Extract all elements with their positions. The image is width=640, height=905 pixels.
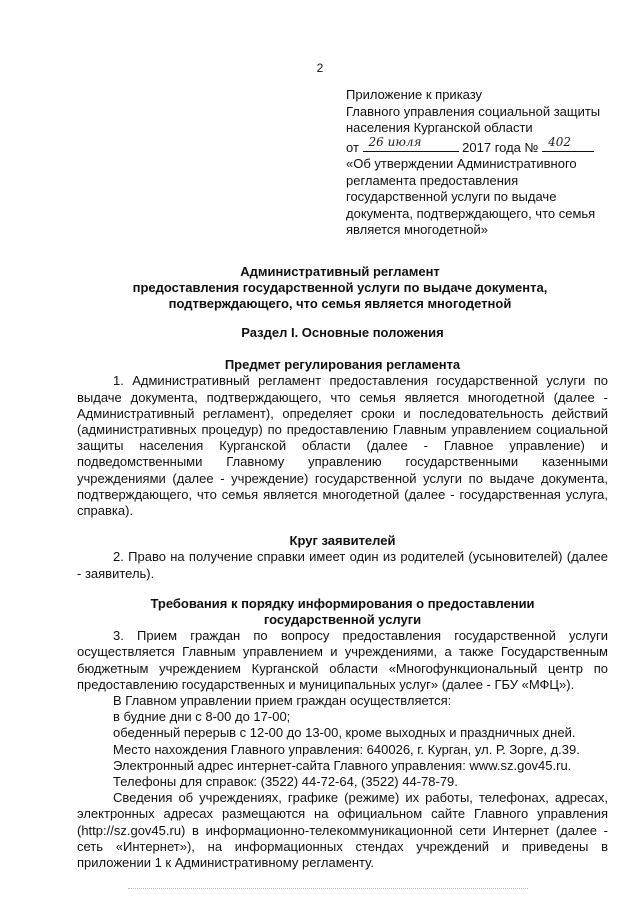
document-title: [80, 264, 600, 312]
paragraph-3c: обеденный перерыв с 12-00 до 13-00, кроме выходных и праздничных дней.: [113, 725, 576, 741]
appendix-title-line: государственной услуги по выдаче: [346, 189, 557, 204]
date-prefix: от: [346, 139, 359, 155]
page-number: 2: [316, 61, 324, 75]
appendix-title-line: является многодетной»: [346, 222, 489, 237]
page-bottom-divider: [128, 888, 528, 889]
handwritten-date: 26 июля: [368, 135, 422, 149]
order-date-line: [346, 137, 606, 157]
document-body: [77, 325, 608, 871]
paragraph-3f: Телефоны для справок: (3522) 44-72-64, (3522) 44-78-79.: [113, 774, 458, 790]
appendix-line: Главного управления социальной защиты: [346, 103, 601, 119]
appendix-header: [346, 87, 606, 239]
paragraph-3e: Электронный адрес интернет-сайта Главного управления: www.sz.gov45.ru.: [113, 757, 572, 773]
applicants-heading: Круг заявителей: [289, 533, 396, 549]
handwritten-number: 402: [548, 135, 571, 149]
number-fill-line: [542, 137, 594, 152]
subject-heading: Предмет регулирования регламента: [224, 357, 461, 373]
appendix-line: Приложение к приказу: [346, 87, 483, 102]
title-line: предоставления государственной услуги по выдаче документа,: [132, 280, 548, 295]
paragraph-3a: В Главном управлении прием граждан осуществляется:: [113, 693, 452, 709]
paragraph-1: 1. Административный регламент предоставления государственной услуги по выдаче документа, подтверждающего, что семья является многодетной (далее - Административный регламент), определяет сроки и последовательность действий (административных процедур) по предоставлению Главным управлением социальной защиты населения Курганской области (далее - Главное управление) и подведомственными Главному управлению государственными казенными учреждениями (далее - учреждение) государственной услуги по выдаче документа, подтверждающего, что семья является многодетной (далее - государственная услуга, справка).: [77, 373, 608, 519]
appendix-title-line: «Об утверждении Административного: [346, 156, 577, 171]
section-heading: Раздел I. Основные положения: [241, 325, 444, 340]
paragraph-3: 3. Прием граждан по вопросу предоставления государственной услуги осуществляется Главным управлением и учреждениями, а также Государственным бюджетным учреждением Курганской области «Многофункциональный центр по предоставлению государственных и муниципальных услуг» (далее - ГБУ «МФЦ»).: [77, 628, 608, 692]
paragraph-4: Сведения об учреждениях, графике (режиме) их работы, телефонах, адресах, электронных адресах размещаются на официальном сайте Главного управления (http://sz.gov45.ru) в информационно-телекоммуникационной сети Интернет (далее - сеть «Интернет»), на информационных стендах учреждений и приведены в приложении 1 к Административному регламенту.: [77, 790, 608, 871]
appendix-title-line: регламента предоставления: [346, 172, 519, 188]
paragraph-2: 2. Право на получение справки имеет один из родителей (усыновителей) (далее - заявитель).: [77, 549, 608, 581]
appendix-line: населения Курганской области: [346, 120, 533, 135]
paragraph-3b: в будние дни с 8-00 до 17-00;: [113, 709, 291, 725]
info-heading-line: Требования к порядку информирования о предоставлении: [150, 595, 535, 611]
date-fill-line: [363, 137, 459, 152]
date-suffix: 2017 года №: [462, 139, 539, 155]
paragraph-3d: Место нахождения Главного управления: 640026, г. Курган, ул. Р. Зорге, д.39.: [113, 741, 580, 757]
info-heading-line: государственной услуги: [263, 612, 422, 628]
title-line: Административный регламент: [240, 264, 440, 279]
title-line: подтверждающего, что семья является многодетной: [168, 296, 512, 311]
appendix-title-line: документа, подтверждающего, что семья: [346, 205, 596, 221]
